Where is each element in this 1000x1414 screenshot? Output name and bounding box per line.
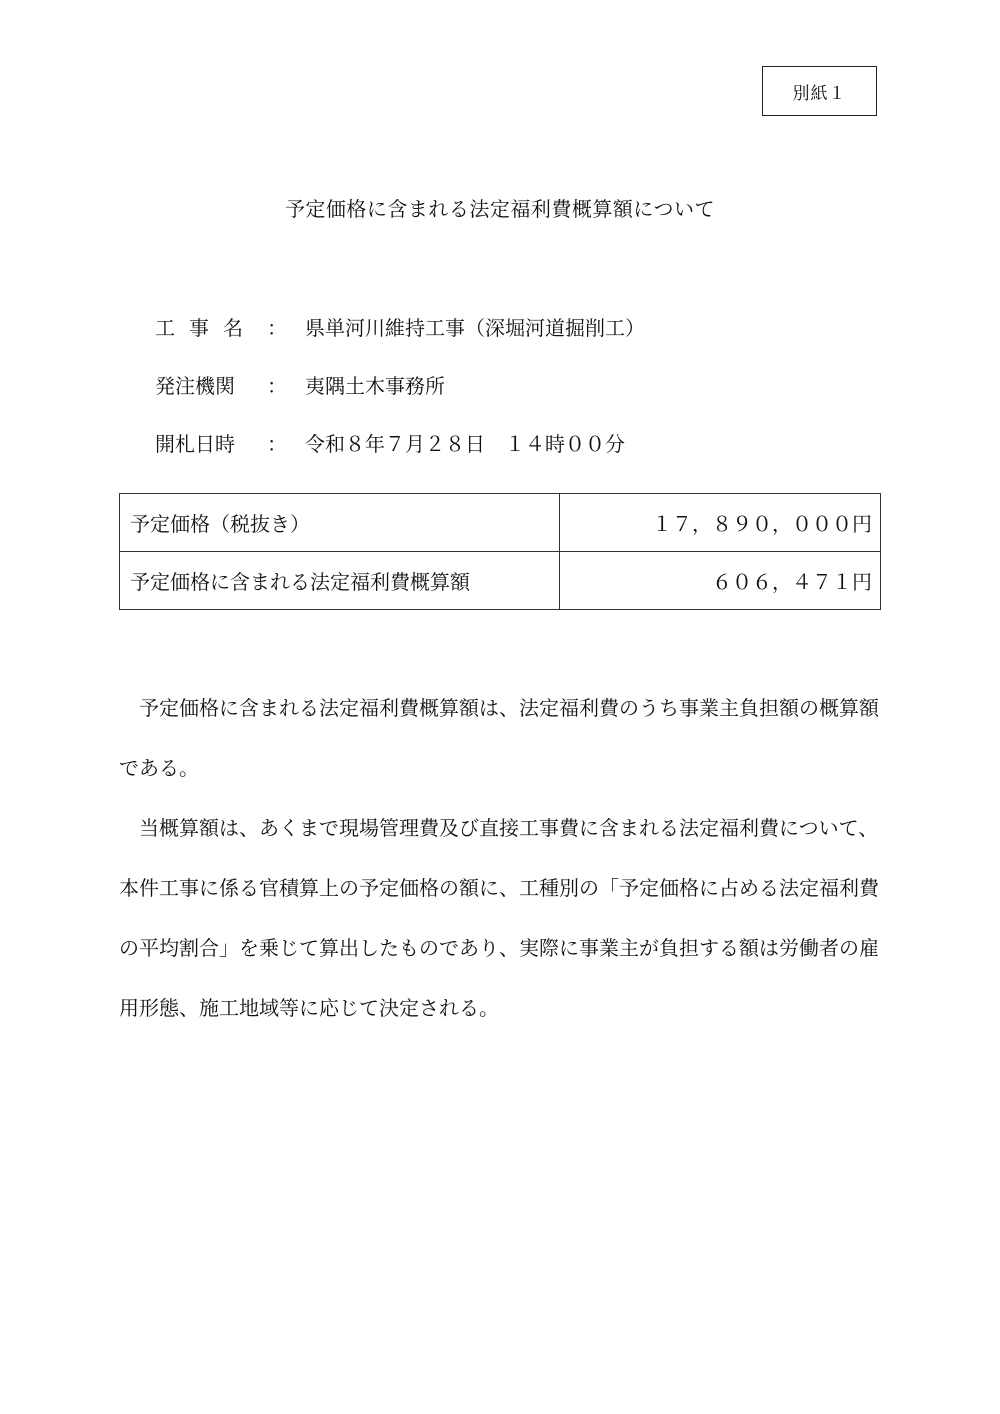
- table-row: [120, 552, 881, 610]
- attachment-label: [762, 66, 877, 116]
- project-name-colon: ：: [267, 316, 287, 340]
- welfare-cost-label: 予定価格に含まれる法定福利費概算額: [120, 552, 560, 610]
- ordering-agency-label: 発注機関: [155, 374, 235, 398]
- bid-opening-colon: ：: [267, 432, 287, 456]
- price-table: [119, 493, 881, 610]
- planned-price-label: 予定価格（税抜き）: [120, 494, 560, 552]
- ordering-agency-colon: ：: [267, 374, 287, 398]
- explanation-paragraph: 当概算額は、あくまで現場管理費及び直接工事費に含まれる法定福利費について、本件工事に係る官積算上の予定価格の額に、工種別の「予定価格に占める法定福利費の平均割合」を乗じて算出したものであり、実際に事業主が負担する額は労働者の雇用形態、施工地域等に応じて決定される。: [119, 816, 879, 1020]
- bid-opening-value: 令和８年７月２８日 １４時００分: [305, 432, 625, 456]
- table-row: [120, 494, 881, 552]
- project-name-value: 県単河川維持工事（深堀河道掘削工）: [305, 316, 645, 340]
- planned-price-amount: １７，８９０，０００円: [560, 494, 881, 552]
- explanation-text: [119, 678, 885, 1038]
- explanation-paragraph: 予定価格に含まれる法定福利費概算額は、法定福利費のうち事業主負担額の概算額である。: [119, 696, 879, 780]
- attachment-label-text: 別紙１: [792, 83, 847, 104]
- document-title: 予定価格に含まれる法定福利費概算額について: [284, 197, 716, 221]
- welfare-cost-amount: ６０６，４７１円: [560, 552, 881, 610]
- project-name-label: 工事名: [155, 316, 257, 340]
- bid-opening-label: 開札日時: [155, 432, 235, 456]
- ordering-agency-value: 夷隅土木事務所: [305, 374, 445, 398]
